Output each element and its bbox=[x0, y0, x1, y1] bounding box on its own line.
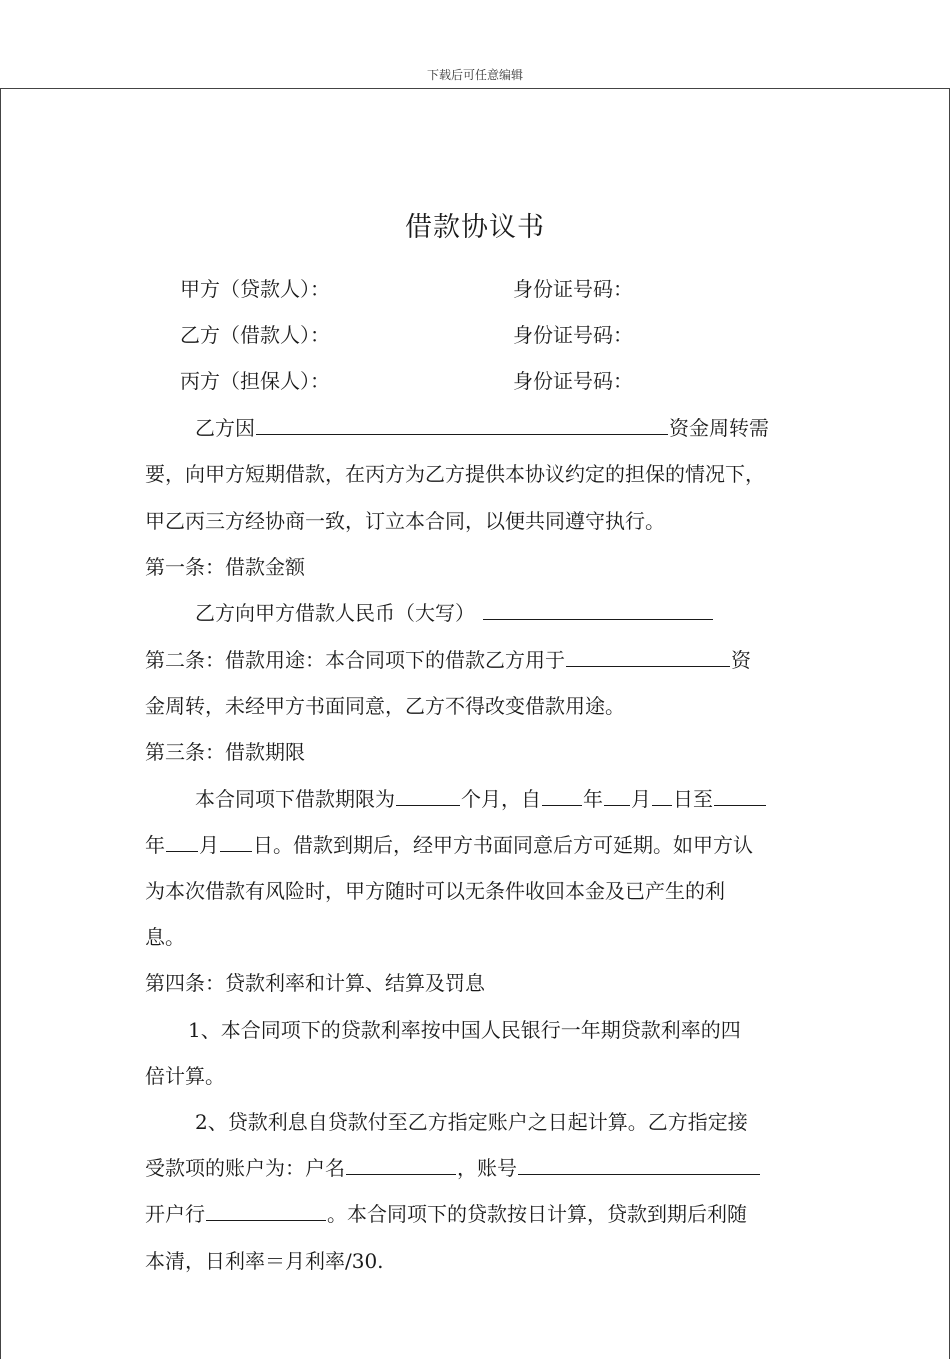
months-blank[interactable] bbox=[396, 785, 460, 806]
intro-prefix: 乙方因 bbox=[195, 416, 255, 440]
account-name-label: 受款项的账户为：户名 bbox=[145, 1156, 345, 1180]
end-day-blank[interactable] bbox=[220, 831, 252, 852]
article3-line-3: 为本次借款有风险时，甲方随时可以无条件收回本金及已产生的利 bbox=[145, 879, 725, 903]
account-name-blank[interactable] bbox=[346, 1154, 456, 1175]
daily-calc-text: 。本合同项下的贷款按日计算，贷款到期后利随 bbox=[327, 1202, 747, 1226]
party-a-label: 甲方（贷款人）： bbox=[180, 277, 330, 301]
usage-blank[interactable] bbox=[566, 646, 730, 667]
article2-suffix: 资 bbox=[731, 648, 751, 672]
article1-heading: 第一条：借款金额 bbox=[145, 555, 305, 579]
party-c-label: 丙方（担保人）： bbox=[180, 369, 330, 393]
party-a-id-label: 身份证号码： bbox=[513, 277, 633, 301]
article3-line-4: 息。 bbox=[145, 925, 185, 949]
intro-line-2: 要，向甲方短期借款，在丙方为乙方提供本协议约定的担保的情况下， bbox=[145, 462, 765, 486]
article3-line-2 bbox=[145, 829, 753, 858]
end-month-blank[interactable] bbox=[166, 831, 198, 852]
article2-prefix: 第二条：借款用途：本合同项下的借款乙方用于 bbox=[145, 648, 565, 672]
article4-p2-line-4: 本清，日利率＝月利率/30. bbox=[145, 1249, 384, 1273]
intro-line-1 bbox=[195, 412, 769, 441]
article4-p2-line-1: 2、贷款利息自贷款付至乙方指定账户之日起计算。乙方指定接 bbox=[195, 1110, 748, 1134]
article4-p2-line-3 bbox=[145, 1198, 747, 1227]
month-unit-2: 月 bbox=[199, 833, 219, 857]
article2-line-2: 金周转，未经甲方书面同意，乙方不得改变借款用途。 bbox=[145, 694, 625, 718]
header-note: 下载后可任意编辑 bbox=[426, 68, 523, 82]
bank-label: 开户行 bbox=[145, 1202, 205, 1226]
article4-heading: 第四条：贷款利率和计算、结算及罚息 bbox=[145, 971, 485, 995]
start-year-blank[interactable] bbox=[542, 785, 582, 806]
article3-extension-text: 日。借款到期后，经甲方书面同意后方可延期。如甲方认 bbox=[253, 833, 753, 857]
party-b-label: 乙方（借款人）： bbox=[180, 323, 330, 347]
article2-line-1 bbox=[145, 644, 751, 673]
article1-label: 乙方向甲方借款人民币（大写） bbox=[195, 601, 475, 625]
article4-p1-line-2: 倍计算。 bbox=[145, 1064, 225, 1088]
bank-blank[interactable] bbox=[206, 1200, 326, 1221]
year-unit: 年 bbox=[583, 787, 603, 811]
article3-line-1 bbox=[195, 783, 767, 812]
months-unit: 个月，自 bbox=[461, 787, 541, 811]
start-day-blank[interactable] bbox=[652, 785, 672, 806]
account-number-blank[interactable] bbox=[518, 1154, 760, 1175]
party-c-id-label: 身份证号码： bbox=[513, 369, 633, 393]
article4-p2-line-2 bbox=[145, 1152, 761, 1181]
account-number-label: ，账号 bbox=[457, 1156, 517, 1180]
start-month-blank[interactable] bbox=[604, 785, 630, 806]
day-to-label: 日至 bbox=[673, 787, 713, 811]
article4-p1-line-1: 1、本合同项下的贷款利率按中国人民银行一年期贷款利率的四 bbox=[188, 1018, 741, 1042]
article1-text bbox=[195, 597, 714, 626]
term-label: 本合同项下借款期限为 bbox=[195, 787, 395, 811]
purpose-blank[interactable] bbox=[256, 414, 668, 435]
end-year-blank[interactable] bbox=[714, 785, 766, 806]
amount-blank[interactable] bbox=[483, 599, 713, 620]
intro-line-3: 甲乙丙三方经协商一致，订立本合同，以便共同遵守执行。 bbox=[145, 509, 665, 533]
month-unit: 月 bbox=[631, 787, 651, 811]
year-unit-2: 年 bbox=[145, 833, 165, 857]
article3-heading: 第三条：借款期限 bbox=[145, 740, 305, 764]
document-title: 借款协议书 bbox=[405, 212, 545, 243]
intro-suffix: 资金周转需 bbox=[669, 416, 769, 440]
party-b-id-label: 身份证号码： bbox=[513, 323, 633, 347]
